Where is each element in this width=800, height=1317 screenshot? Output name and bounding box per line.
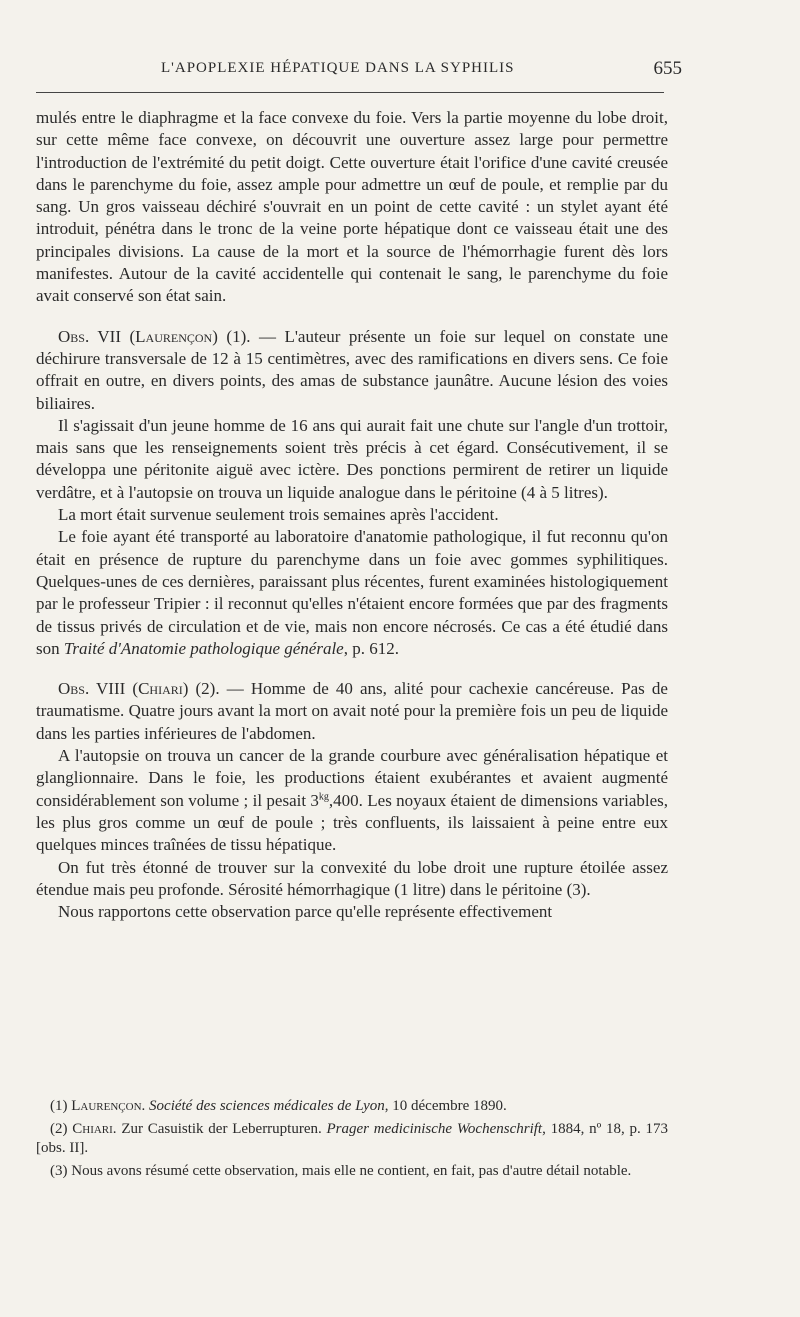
paragraph: Il s'agissait d'un jeune homme de 16 ans qui aurait fait une chute sur l'angle d'un trottoir, mais sans que les renseignements soient très précis à cet égard. Consécutivement, il se développa une péritonite aiguë avec ictère. Des ponctions permirent de retirer un liquide verdâtre, et à l'autopsie on trouva un liquide analogue dans le péritoine (4 à 5 litres). [36,415,668,502]
paragraph [36,526,668,660]
footnote-ref: (2). [195,679,220,699]
paragraph-continuation: mulés entre le diaphragme et la face convexe du foie. Vers la partie moyenne du lobe droit, sur cette même face convexe, on découvrit une ouverture assez large pour permettre l'introduction de l'extrémité du petit doigt. Cette ouverture était l'orifice d'une cavité creusée dans le parenchyme du foie, assez ample pour admettre un œuf de poule, et remplie par du sang. Un gros vaisseau déchiré s'ouvrait en un point de cette cavité : un stylet ayant été introduit, pénétra dans le tronc de la veine porte hépatique dont ce vaisseau était une des principales divisions. La cause de la mort et la source de l'hémorrhagie furent dès lors manifestes. Autour de la cavité accidentelle qui contenait le sang, le parenchyme du foie avait conservé son état sain. [36,108,668,306]
footnote-text: Nous avons résumé cette observation, mais elle ne contient, en fait, pas d'autre détail notable. [71,1162,632,1179]
observation-text: — L'auteur présente un foie sur lequel on constate une déchirure transversale de 12 à 15 centimètres, avec des ramifications en divers sens. Ce foie offrait en outre, en divers points, des amas de substance jaunâtre. Aucune lésion des voies biliaires. [36,326,669,413]
footnote-3 [36,1162,668,1182]
observation-7: Obs. VII (Laurençon) (1). — L'auteur présente un foie sur lequel on constate une déchirure transversale de 12 à 15 centimètres, avec des ramifications en divers sens. Ce foie offrait en outre, en divers points, des amas de substance jaunâtre. Aucune lésion des voies biliaires. [36,326,669,413]
unit-superscript: kg [318,790,329,802]
footnote-1 [36,1097,668,1117]
footnote-number: (1) [50,1098,68,1114]
observation-label: Obs. VII [58,326,121,346]
body-text [36,107,668,923]
footnote-number: (3) [50,1162,68,1179]
observation-text: — Homme de 40 ans, alité pour cachexie cancéreuse. Pas de traumatisme. Quatre jours avant la mort on avait noté pour la première fois un peu de liquide dans les parties inférieures de l'abdomen. [36,679,668,743]
footnote-text: , 1884, nº 18, p. 173 [obs. II]. [36,1120,668,1156]
observation-author: Chiari [138,679,183,699]
footnote-author: Laurençon. [71,1098,146,1114]
book-title: Traité d'Anatomie pathologique générale [63,638,344,658]
paragraph: Nous rapportons cette observation parce qu'elle représente effectivement [58,902,553,922]
footnote-title: Société des sciences médicales de Lyon [149,1098,385,1114]
paragraph [36,745,668,856]
footnote-number: (2) [50,1120,68,1137]
page-header [36,58,682,82]
paragraph: La mort était survenue seulement trois semaines après l'accident. [58,505,499,525]
paragraph-text: , p. 612. [343,638,399,658]
paragraph: On fut très étonné de trouver sur la convexité du lobe droit une rupture étoilée assez étendue mais peu profonde. Sérosité hémorrhagique (1 litre) dans le péritoine (3). [36,857,668,899]
observation-8: Obs. VIII (Chiari) (2). — Homme de 40 ans, alité pour cachexie cancéreuse. Pas de traumatisme. Quatre jours avant la mort on avait noté pour la première fois un peu de liquide dans les parties inférieures de l'abdomen. [36,679,668,743]
paragraph-text: A l'autopsie on trouva un cancer de la grande courbure avec généralisation hépatique et glanglionnaire. Dans le foie, les productions étaient exubérantes et avaient augmenté considérablement son volume ; il pesait 3 [36,746,668,810]
observation-author: Laurençon [135,326,213,346]
footnote-ref: (1). [226,326,251,346]
header-rule [36,92,664,93]
paragraph-text: Le foie ayant été transporté au laboratoire d'anatomie pathologique, il fut reconnu qu'on était en présence de rupture du parenchyme dans un foie avec gommes syphilitiques. Quelques-unes de ces dernières, paraissant plus récentes, furent examinées histologiquement par le professeur Tripier : il reconnut qu'elles n'étaient encore formées que par des fragments de tissus privés de circulation et de vie, mais non encore nécrosés. Ce cas a été étudié dans son [36,527,668,658]
footnote-author: Chiari. [72,1120,117,1137]
footnote-title: Prager medicinische Wochenschrift [326,1120,543,1137]
running-title: L'APOPLEXIE HÉPATIQUE DANS LA SYPHILIS [161,60,515,76]
footnote-text: , 10 décembre 1890. [384,1098,507,1114]
observation-label: Obs. VIII [58,679,126,699]
footnote-text: Zur Casuistik der Leberrupturen. [121,1120,322,1137]
paragraph-text: ,400. Les noyaux étaient de dimensions variables, les plus gros comme un œuf de poule ; très confluents, ils laissaient à peine entre eux quelques minces traînées de tissu hépatique. [36,790,669,855]
footnote-2 [36,1120,668,1159]
page-number: 655 [653,58,682,79]
footnotes [36,1097,668,1184]
